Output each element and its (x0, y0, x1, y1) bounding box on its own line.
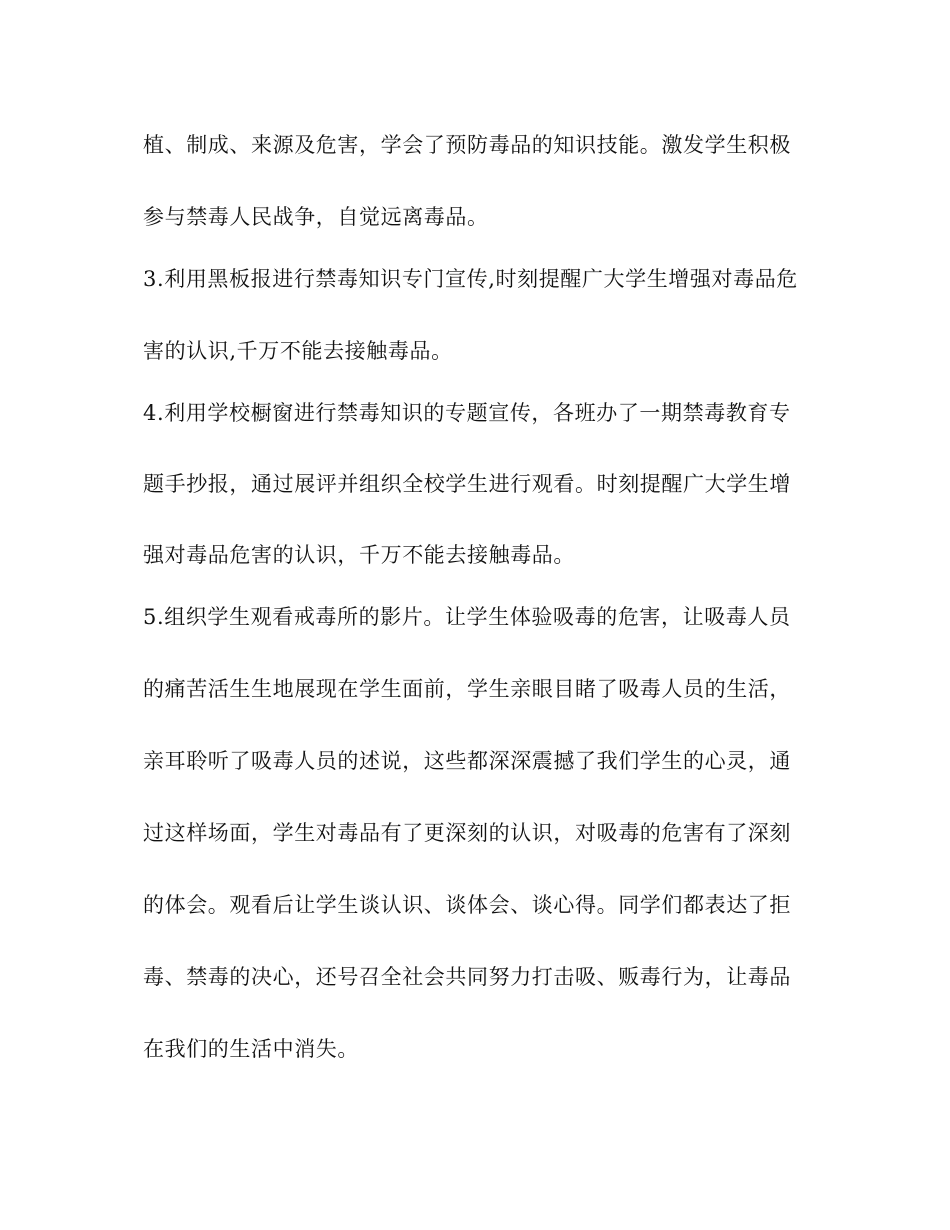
text-line: 过这样场面，学生对毒品有了更深刻的认识，对吸毒的危害有了深刻 (143, 821, 791, 845)
text-line: 的痛苦活生生地展现在学生面前，学生亲眼目睹了吸毒人员的生活， (143, 677, 791, 701)
text-line: 参与禁毒人民战争，自觉远离毒品。 (143, 205, 489, 229)
text-line: 3.利用黑板报进行禁毒知识专门宣传,时刻提醒广大学生增强对毒品危 (143, 267, 798, 291)
text-line: 在我们的生活中消失。 (143, 1037, 359, 1061)
text-line: 题手抄报，通过展评并组织全校学生进行观看。时刻提醒广大学生增 (143, 472, 791, 496)
text-line: 害的认识,千万不能去接触毒品。 (143, 339, 453, 363)
text-line: 植、制成、来源及危害，学会了预防毒品的知识技能。激发学生积极 (143, 133, 791, 157)
text-line: 毒、禁毒的决心，还号召全社会共同努力打击吸、贩毒行为，让毒品 (143, 965, 791, 989)
text-line: 的体会。观看后让学生谈认识、谈体会、谈心得。同学们都表达了拒 (143, 893, 791, 917)
text-line: 亲耳聆听了吸毒人员的述说，这些都深深震撼了我们学生的心灵，通 (143, 749, 791, 773)
text-line: 4.利用学校橱窗进行禁毒知识的专题宣传，各班办了一期禁毒教育专 (143, 401, 791, 425)
text-line: 强对毒品危害的认识，千万不能去接触毒品。 (143, 543, 575, 567)
text-line: 5.组织学生观看戒毒所的影片。让学生体验吸毒的危害，让吸毒人员 (143, 605, 791, 629)
